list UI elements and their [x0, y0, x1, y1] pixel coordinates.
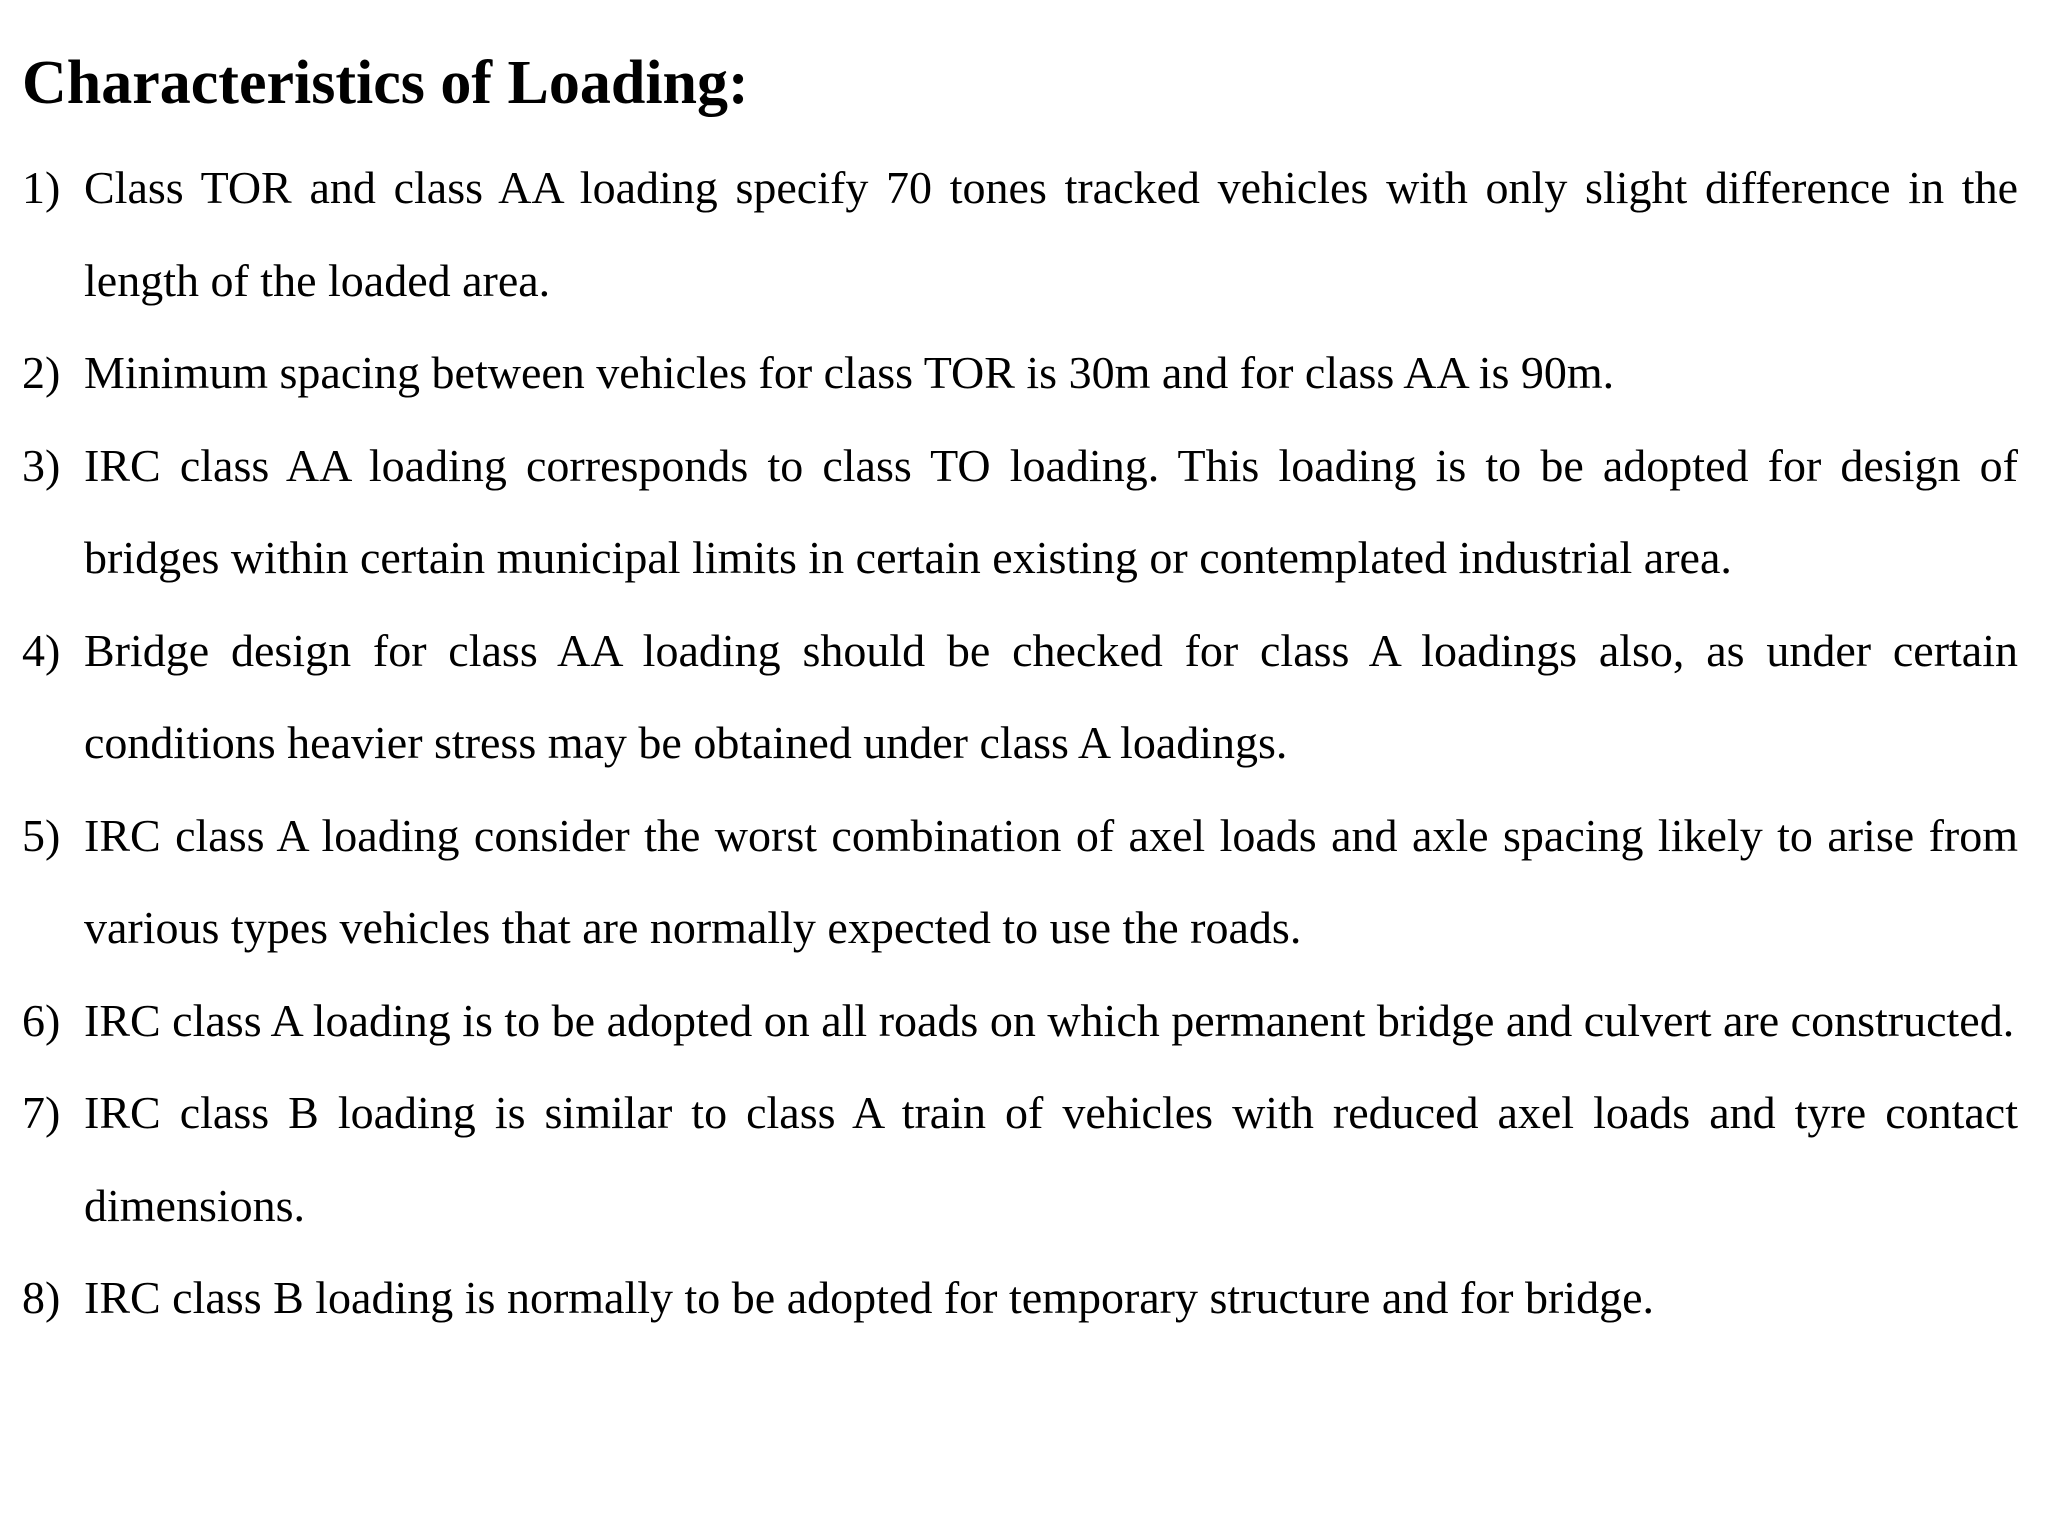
list-item-number: 6) [22, 994, 61, 1046]
list-item-text: IRC class B loading is normally to be adopted for temporary structure and for bridge. [84, 1272, 1654, 1323]
list-item-number: 5) [22, 809, 61, 861]
list-item-text: IRC class A loading consider the worst combination of axel loads and axle spacing likely to arise from various types vehicles that are normally expected to use the roads. [84, 809, 2018, 953]
list-item-number: 4) [22, 624, 61, 676]
list-item [22, 975, 2018, 1068]
list-item-text: Bridge design for class AA loading should be checked for class A loadings also, as under certain conditions heavier stress may be obtained under class A loadings. [84, 624, 2018, 768]
list-item-text: IRC class A loading is to be adopted on all roads on which permanent bridge and culvert are constructed. [84, 994, 2015, 1046]
list-item [22, 1067, 2018, 1252]
list-item [22, 1252, 2018, 1345]
list-item-number: 2) [22, 347, 61, 398]
list-item-text: Class TOR and class AA loading specify 70 tones tracked vehicles with only slight difference in the length of the loaded area. [84, 162, 2018, 306]
document-heading: Characteristics of Loading: [22, 49, 749, 117]
list-item-number: 1) [22, 162, 61, 213]
list-item-number: 8) [22, 1272, 61, 1323]
list-item [22, 420, 2018, 605]
list-item [22, 327, 2018, 420]
list-item-text: IRC class B loading is similar to class A train of vehicles with reduced axel loads and tyre contact dimensions. [84, 1087, 2018, 1231]
list-item-number: 7) [22, 1087, 61, 1138]
list-item-text: IRC class AA loading corresponds to class TO loading. This loading is to be adopted for design of bridges within certain municipal limits in certain existing or contemplated industrial area. [84, 439, 2018, 583]
list-item [22, 790, 2018, 975]
list-item-number: 3) [22, 439, 61, 491]
characteristics-list [22, 142, 2018, 1345]
list-item [22, 142, 2018, 327]
list-item [22, 605, 2018, 790]
list-item-text: Minimum spacing between vehicles for class TOR is 30m and for class AA is 90m. [84, 347, 1615, 398]
